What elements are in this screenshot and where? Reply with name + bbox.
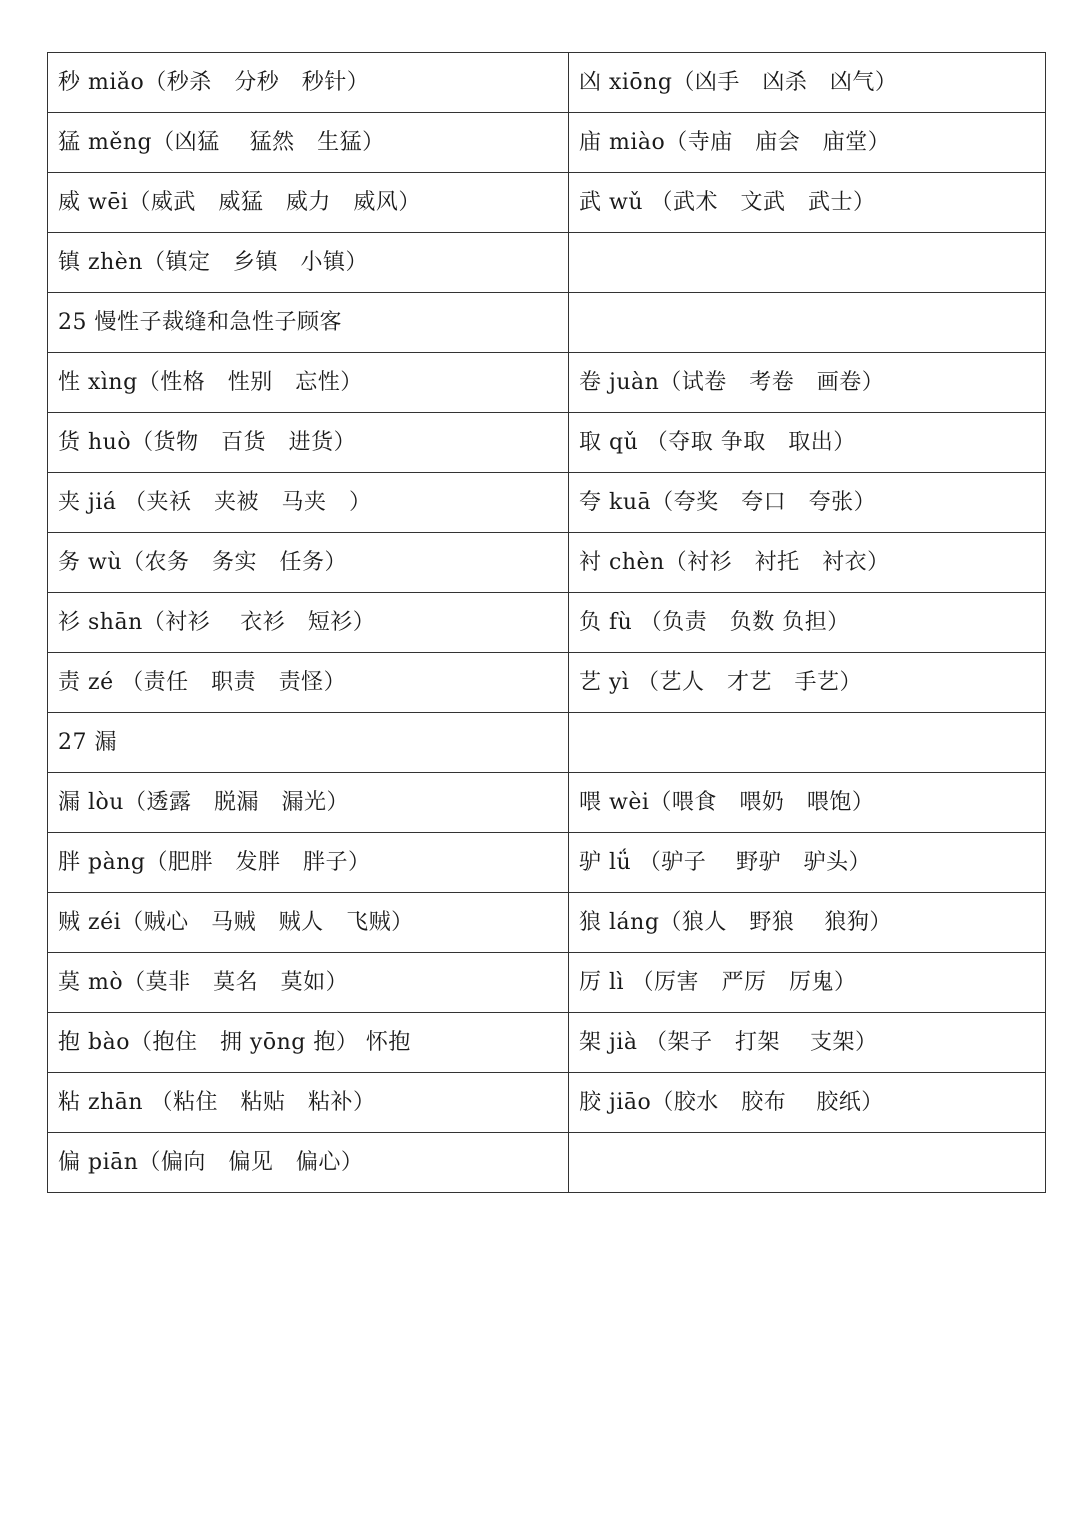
- table-cell: 贼 zéi（贼心 马贼 贼人 飞贼）: [48, 893, 569, 953]
- table-cell: 漏 lòu（透露 脱漏 漏光）: [48, 773, 569, 833]
- table-cell: 衫 shān（衬衫 衣衫 短衫）: [48, 593, 569, 653]
- table-row: [48, 773, 1046, 833]
- table-row: [48, 233, 1046, 293]
- table-cell: [569, 1133, 1046, 1193]
- table-cell: 喂 wèi（喂食 喂奶 喂饱）: [569, 773, 1046, 833]
- table-cell: 威 wēi（威武 威猛 威力 威风）: [48, 173, 569, 233]
- table-row: [48, 533, 1046, 593]
- table-row: [48, 413, 1046, 473]
- lesson-heading-row: [48, 713, 1046, 773]
- table-row: [48, 113, 1046, 173]
- table-row: [48, 953, 1046, 1013]
- table-cell: 夸 kuā（夸奖 夸口 夸张）: [569, 473, 1046, 533]
- table-row: [48, 53, 1046, 113]
- table-cell: 狼 láng（狼人 野狼 狼狗）: [569, 893, 1046, 953]
- table-cell: [569, 233, 1046, 293]
- table-cell: 猛 měng（凶猛 猛然 生猛）: [48, 113, 569, 173]
- table-cell: 负 fù （负责 负数 负担）: [569, 593, 1046, 653]
- table-cell: [569, 293, 1046, 353]
- table-cell: 艺 yì （艺人 才艺 手艺）: [569, 653, 1046, 713]
- table-cell: 驴 lǘ （驴子 野驴 驴头）: [569, 833, 1046, 893]
- table-row: [48, 1133, 1046, 1193]
- table-cell: 夹 jiá （夹袄 夹被 马夹 ）: [48, 473, 569, 533]
- table-row: [48, 653, 1046, 713]
- table-cell: 凶 xiōng（凶手 凶杀 凶气）: [569, 53, 1046, 113]
- table-cell: 胖 pàng（肥胖 发胖 胖子）: [48, 833, 569, 893]
- table-cell: 货 huò（货物 百货 进货）: [48, 413, 569, 473]
- table-cell: 性 xìng（性格 性别 忘性）: [48, 353, 569, 413]
- table-row: [48, 173, 1046, 233]
- vocabulary-table-body: [48, 53, 1046, 1193]
- lesson-heading: 25 慢性子裁缝和急性子顾客: [48, 293, 569, 353]
- table-row: [48, 1073, 1046, 1133]
- table-cell: 胶 jiāo（胶水 胶布 胶纸）: [569, 1073, 1046, 1133]
- table-row: [48, 833, 1046, 893]
- table-cell: 架 jià （架子 打架 支架）: [569, 1013, 1046, 1073]
- table-cell: 厉 lì （厉害 严厉 厉鬼）: [569, 953, 1046, 1013]
- table-cell: [569, 713, 1046, 773]
- table-cell: 秒 miǎo（秒杀 分秒 秒针）: [48, 53, 569, 113]
- table-row: [48, 1013, 1046, 1073]
- table-row: [48, 893, 1046, 953]
- table-row: [48, 473, 1046, 533]
- table-cell: 庙 miào（寺庙 庙会 庙堂）: [569, 113, 1046, 173]
- table-cell: 取 qǔ （夺取 争取 取出）: [569, 413, 1046, 473]
- table-cell: 抱 bào（抱住 拥 yōng 抱） 怀抱: [48, 1013, 569, 1073]
- table-cell: 务 wù（农务 务实 任务）: [48, 533, 569, 593]
- lesson-heading: 27 漏: [48, 713, 569, 773]
- table-cell: 武 wǔ （武术 文武 武士）: [569, 173, 1046, 233]
- table-cell: 卷 juàn（试卷 考卷 画卷）: [569, 353, 1046, 413]
- table-cell: 责 zé （责任 职责 责怪）: [48, 653, 569, 713]
- table-row: [48, 353, 1046, 413]
- table-cell: 粘 zhān （粘住 粘贴 粘补）: [48, 1073, 569, 1133]
- table-cell: 偏 piān（偏向 偏见 偏心）: [48, 1133, 569, 1193]
- lesson-heading-row: [48, 293, 1046, 353]
- table-cell: 镇 zhèn（镇定 乡镇 小镇）: [48, 233, 569, 293]
- table-cell: 莫 mò（莫非 莫名 莫如）: [48, 953, 569, 1013]
- table-row: [48, 593, 1046, 653]
- vocabulary-table: [47, 52, 1046, 1193]
- table-cell: 衬 chèn（衬衫 衬托 衬衣）: [569, 533, 1046, 593]
